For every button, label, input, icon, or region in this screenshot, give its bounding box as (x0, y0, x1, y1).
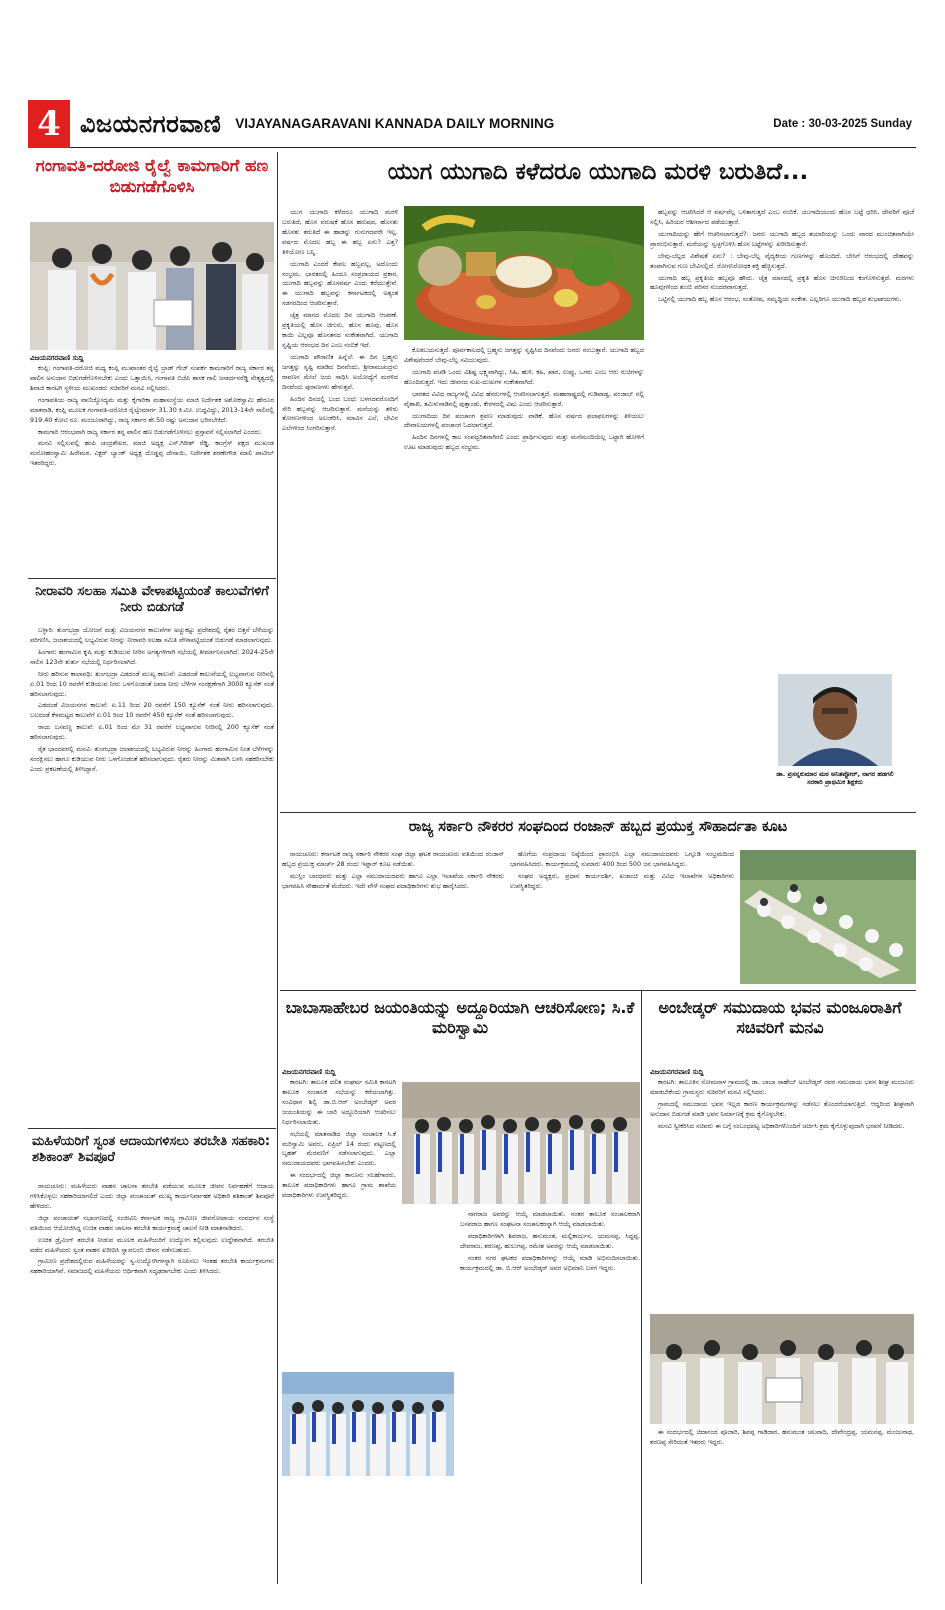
paragraph: ರಾಯ ಬಸವಣ್ಣ ಕಾಲುವೆ: ಏ.01 ರಿಂದ ಮೇ 31 ರವರೆಗೆ ಲಭ್ಯವಾಗುವ ನೀರಿನಲ್ಲಿ 200 ಕ್ಯೂಸೆಕ್ ನಂತೆ ಹರಿಸಲಾಗುವುದು. (30, 723, 274, 742)
paragraph: ನಂತರ ನಗರ ಘಟಕದ ಪದಾಧಿಕಾರಿಗಳನ್ನು ಆಯ್ಕೆ ಮಾಡಿ ಅಭಿನಂದಿಸಲಾಯಿತು. ಕಾರ್ಯಕ್ರಮದಲ್ಲಿ ಡಾ. ಬಿ.ಆರ್ ಅಂಬೇಡ್ಕರ್ ಅವರ ಅಭಿಮಾನಿ ಬಳಗ ಇದ್ದರು. (460, 1253, 640, 1272)
paragraph: ಯುಗಾದಿ ಹಬ್ಬ ಪ್ರಕೃತಿಯ ಹಬ್ಬವೂ ಹೌದು. ಚೈತ್ರ ಮಾಸದಲ್ಲಿ ಪ್ರಕೃತಿ ಹೊಸ ಚಿಗುರಿನಿಂದ ಕಂಗೊಳಿಸುತ್ತದೆ. ಮರಗಳು ಹೂವುಗಳಿಂದ ತುಂಬಿ ಪರಿಸರ ಸುಂದರವಾಗುತ್ತದೆ. (650, 273, 914, 292)
paragraph: ಚೈತ್ರ ಮಾಸದ ಮೊದಲ ದಿನ ಯುಗಾದಿ ಆಚರಣೆ. ಪ್ರಕೃತಿಯಲ್ಲಿ ಹೊಸ ಚಿಗುರು, ಹೊಸ ಹೂವು, ಹೊಸ ಕಾಯಿ ಎಲ್ಲವೂ ಹೊಸತನದ ಸಂಕೇತವಾಗಿದೆ. ಯುಗಾದಿ ಸೃಷ್ಟಿಯ ಆರಂಭದ ದಿನ ಎಂಬ ನಂಬಿಕೆ ಇದೆ. (282, 311, 398, 349)
babasaheb-second-photo (282, 1372, 454, 1476)
paragraph: ಯುಗಾದಿಯ ದಿನ ಪಂಚಾಂಗ ಶ್ರವಣ ಮಾಡುವುದು ವಾಡಿಕೆ. ಹೊಸ ವರ್ಷದ ಫಲಾಫಲಗಳನ್ನು ತಿಳಿಯಲು ದೇವಾಲಯಗಳಲ್ಲಿ ಪಂಚಾಂಗ ಓದಲಾಗುತ್ತದೆ. (404, 411, 644, 430)
babasaheb-body-right (460, 1210, 640, 1582)
column-divider (641, 990, 642, 1584)
ambedkar-bhavan-body (650, 1078, 914, 1310)
ugadi-body-left (282, 208, 398, 808)
section-divider (28, 1128, 276, 1129)
paragraph: ರೈತ ಭಾಂದವರಲ್ಲಿ ಮನವಿ: ತುಂಗಭದ್ರಾ ಜಲಾಶಯದಲ್ಲಿ ಲಭ್ಯವಿರುವ ನೀರನ್ನು ಹಿಂಗಾರು ಹಂಗಾಮಿನ ನಿಂತ ಬೆಳೆಗಳನ್ನು ಸಂರಕ್ಷಿಸಲು ಹಾಗೂ ಕುಡಿಯುವ ನೀರು ಒಳಗೊಂಡಂತೆ ಹರಿಸಲಾಗುವುದು. ರೈತರು ನೀರನ್ನು ಮಿತವಾಗಿ ಬಳಸಿ ಸಹಕರಿಸಬೇಕು ಎಂದು ಪ್ರಕಟಣೆಯಲ್ಲಿ ತಿಳಿಸಿದ್ದಾರೆ. (30, 745, 274, 773)
paragraph: ಗ್ರಾಮದಲ್ಲಿ ಸಮುದಾಯ ಭವನ ಇಲ್ಲದ ಕಾರಣ ಕಾರ್ಯಕ್ರಮಗಳನ್ನು ನಡೆಸಲು ತೊಂದರೆಯಾಗುತ್ತಿದೆ. ಆದ್ದರಿಂದ ಶೀಘ್ರವಾಗಿ ಅನುದಾನ ಬಿಡುಗಡೆ ಮಾಡಿ ಭವನ ನಿರ್ಮಾಣಕ್ಕೆ ಕ್ರಮ ಕೈಗೊಳ್ಳಬೇಕು. (650, 1099, 914, 1118)
paragraph: ಗಂಗಾವತಿಯ ರಾಜ್ಯ ವಾಣಿಜ್ಯೋದ್ಯಮ ಮತ್ತು ಕೈಗಾರಿಕಾ ಮಹಾಸಂಸ್ಥೆಯ ಮಾಜಿ ನಿರ್ದೇಶಕ ಅಶೋಕಸ್ವಾಮಿ ಹೇರೂರ ಮಾತನಾಡಿ, ಕಂಪ್ಲಿ ಮೂಲಕ ಗಂಗಾವತಿ-ದರೋಜಿ ರೈಲ್ವೇಮಾರ್ಗ 31.30 ಕಿ.ಮೀ. ಉದ್ದವಿದ್ದು, 2013-14ನೇ ಸಾಲಿನಲ್ಲಿ 919.40 ಕೋಟಿ ರೂ. ಮಂಜೂರಾಗಿದ್ದು, ರಾಜ್ಯ ಸರ್ಕಾರ ಶೇ.50 ರಷ್ಟು ಅನುದಾನ ಭರಿಸಬೇಕಿದೆ. (30, 395, 274, 424)
women-training-headline: ಮಹಿಳೆಯರಿಗೆ ಸ್ವಂತ ಆದಾಯಗಳಿಸಲು ತರಬೇತಿ ಸಹಕಾರಿ: ಶಶಿಕಾಂತ್ ಶಿವಪೂರೆ (32, 1134, 271, 1166)
ambedkar-bhavan-photo (650, 1314, 914, 1424)
group-handover-image (30, 222, 274, 350)
author-caption: ಡಾ. ಪ್ರಸನ್ನಕುಮಾರ ಮಠ ಅನಿತಪ್ಪೋರ್, ನಾಗರ ಹಡಗಲಿ ಸರಕಾರಿ ಪ್ರಾಥಮಿಕ ಶಿಕ್ಷಕರು (776, 770, 894, 787)
iftar-photo (740, 850, 916, 984)
paragraph: ಯುಗ ಯುಗಾದಿ ಕಳೆದರೂ ಯುಗಾದಿ ಮರಳಿ ಬರುತಿದೆ, ಹೊಸ ವರುಷಕೆ ಹೊಸ ಹರುಷವ, ಹೊಸತು ಹೊಸತು ತರುತಿದೆ ಈ ಹಾಡನ್ನು ಗುನುಗದವರೇ ಇಲ್ಲ. ವರ್ಷದ ಮೊದಲ ಹಬ್ಬ ಈ ಹಬ್ಬ ಏನು? ಎತ್ತ? ತಿಳಿಯೋಣ ಬನ್ನಿ. (282, 208, 398, 256)
ambedkar-bhavan-headline: ಅಂಬೇಡ್ಕರ್ ಸಮುದಾಯ ಭವನ ಮಂಜೂರಾತಿಗೆ ಸಚಿವರಿಗೆ ಮನವಿ (658, 998, 902, 1037)
paragraph: ಕಾರಟಗಿ: ತಾಲೂಕ ದಲಿತ ಸಂಘರ್ಷ ಸಮಿತಿ ಕಾರಟಗಿ ತಾಲೂಕ ಸಂಚಾಲಕ ಸಭೆಯನ್ನು ಕರೆಯಲಾಗಿತ್ತು. ಸಂವಿಧಾನ ಶಿಲ್ಪಿ ಡಾ.ಬಿ.ಆರ್ ಅಂಬೇಡ್ಕರ್ ಅವರ ಜಯಂತಿಯನ್ನು ಈ ಬಾರಿ ಅದ್ದೂರಿಯಾಗಿ ಆಚರಿಸಲು ನಿರ್ಧರಿಸಲಾಯಿತು. (282, 1078, 396, 1126)
paragraph: ಒಟ್ಟಿನಲ್ಲಿ ಯುಗಾದಿ ಹಬ್ಬ ಹೊಸ ಆರಂಭ, ಸಂತೋಷ, ಸಮೃದ್ಧಿಯ ಸಂಕೇತ. ಎಲ್ಲರಿಗೂ ಯುಗಾದಿ ಹಬ್ಬದ ಶುಭಾಶಯಗಳು. (658, 295, 902, 304)
paragraph: ಬೇವು-ಬೆಲ್ಲದ ವಿಶೇಷತೆ ಏನು? : ಬೇವು-ಬೆಲ್ಲ ವೈದ್ಯಕೀಯ ಗುಣಗಳನ್ನು ಹೊಂದಿದೆ. ಬೇಸಿಗೆ ಆರಂಭದಲ್ಲಿ ದೇಹವನ್ನು ತಂಪಾಗಿಸುವ ಗುಣ ಬೇವಿನಲ್ಲಿದೆ. ರೋಗನಿರೋಧಕ ಶಕ್ತಿ ಹೆಚ್ಚಿಸುತ್ತದೆ. (650, 251, 914, 270)
paragraph: ಬಳ್ಳಾರಿ: ತುಂಗಭದ್ರಾ ಯೋಜನೆ ಮತ್ತು ವಿಜಯನಗರ ಕಾಲುವೆಗಳ ಅಚ್ಚುಕಟ್ಟು ಪ್ರದೇಶದಲ್ಲಿ ರೈತರ ಬಿತ್ತನೆ ಬೆಳೆಯನ್ನು ಪರಿಗಣಿಸಿ, ಜಲಾಶಯದಲ್ಲಿ ಲಭ್ಯವಿರುವ ನೀರನ್ನು ನೀರಾವರಿ ಸಲಹಾ ಸಮಿತಿ ವೇಳಾಪಟ್ಟಿಯಂತೆ ಬಿಡುಗಡೆ ಮಾಡಲಾಗುವುದು. (30, 626, 274, 644)
paragraph: ಹಿಂದಿನ ದಿನಗಳಲ್ಲಿ ಕಾಲ ಸಂಪದ್ಭರಿತವಾಗಿರಲಿ ಎಂದು ಪ್ರಾರ್ಥಿಸುವುದು ಮತ್ತು ಮನೆಮಂದಿಯೆಲ್ಲ ಒಟ್ಟಾಗಿ ಹೋಳಿಗೆ ಊಟ ಮಾಡುವುದು ಹಬ್ಬದ ಸಂಭ್ರಮ. (404, 433, 644, 452)
newspaper-title-kannada: ವಿಜಯನಗರವಾಣಿ (80, 109, 222, 138)
paragraph: ಮನವಿ ಸ್ವೀಕರಿಸಿದ ಸಚಿವರು ಈ ಬಗ್ಗೆ ಸಂಬಂಧಪಟ್ಟ ಅಧಿಕಾರಿಗಳೊಂದಿಗೆ ಚರ್ಚಿಸಿ ಕ್ರಮ ಕೈಗೊಳ್ಳುವುದಾಗಿ ಭರವಸೆ ನೀಡಿದರು. (658, 1121, 905, 1130)
paragraph: ಸಭೆಯಲ್ಲಿ ಮಾತನಾಡಿದ ಜಿಲ್ಲಾ ಸಂಚಾಲಕ ಸಿ.ಕೆ ಮರಿಸ್ವಾಮಿ ಅವರು, ಏಪ್ರಿಲ್ 14 ರಂದು ಪಟ್ಟಣದಲ್ಲಿ ಬೃಹತ್ ಮೆರವಣಿಗೆ ನಡೆಸಲಾಗುವುದು. ಎಲ್ಲಾ ಸಮುದಾಯದವರು ಭಾಗವಹಿಸಬೇಕು ಎಂದರು. (282, 1129, 396, 1168)
paragraph: ಯುಗಾದಿ ಪೌರಾಣಿಕ ಹಿನ್ನೆಲೆ: ಈ ದಿನ ಬ್ರಹ್ಮನು ಜಗತ್ತನ್ನು ಸೃಷ್ಟಿ ಮಾಡಿದ ದಿನವೆಂದು, ಶ್ರೀರಾಮಚಂದ್ರನು ರಾವಣನ ಮೇಲೆ ಜಯ ಸಾಧಿಸಿ ಅಯೋಧ್ಯೆಗೆ ಮರಳಿದ ದಿನವೆಂದು ಪುರಾಣಗಳು ಹೇಳುತ್ತವೆ. (282, 352, 398, 391)
employees-headline: ರಾಜ್ಯ ಸರ್ಕಾರಿ ನೌಕರರ ಸಂಘದಿಂದ ರಂಜಾನ್ ಹಬ್ಬದ ಪ್ರಯುಕ್ತ ಸೌಹಾರ್ದತಾ ಕೂಟ (408, 819, 788, 835)
railway-body (30, 364, 274, 574)
canal-headline: ನೀರಾವರಿ ಸಲಹಾ ಸಮಿತಿ ವೇಳಾಪಟ್ಟಿಯಂತೆ ಕಾಲುವೆಗಳಿಗೆ ನೀರು ಬಿಡುಗಡೆ (35, 584, 269, 616)
canal-body (30, 626, 274, 1124)
paragraph: ಹೊಗೆಯ ಸಂಪ್ರದಾಯ ನಿಷ್ಠೆಯಿಂದ ಪ್ರಾರಂಭಿಸಿ ಎಲ್ಲಾ ಸಮುದಾಯದವರು ಒಗ್ಗೂಡಿ ಸಂಭ್ರಮದಿಂದ ಭಾಗವಹಿಸಿದರು. ಕಾರ್ಯಕ್ರಮದಲ್ಲಿ ಸುಮಾರು 400 ರಿಂದ 500 ಜನ ಭಾಗವಹಿಸಿದ್ದರು. (510, 850, 734, 868)
ugadi-body-right (650, 208, 914, 678)
railway-headline: ಗಂಗಾವತಿ-ದರೋಜಿ ರೈಲ್ವೆ ಕಾಮಗಾರಿಗೆ ಹಣ ಬಿಡುಗಡೆಗೊಳಿಸಿ (35, 156, 269, 196)
issue-date: Date : 30-03-2025 Sunday (773, 117, 912, 130)
section-divider (28, 578, 276, 579)
paragraph: ಹಿಂದಿನ ದಿನದಲ್ಲಿ ಬಂದ ಬಂಧು ಬಳಗದವರೊಂದಿಗೆ ಸೇರಿ ಹಬ್ಬವನ್ನು ಆಚರಿಸುತ್ತಾರೆ. ಮನೆಯನ್ನು ತಳಿರು ತೋರಣಗಳಿಂದ ಅಲಂಕರಿಸಿ, ಮಾವಿನ ಎಲೆ, ಬೇವಿನ ಎಲೆಗಳಿಂದ ಸಿಂಗರಿಸುತ್ತಾರೆ. (282, 394, 398, 433)
page-number: 4 (28, 100, 70, 148)
author-portrait (778, 674, 892, 766)
paragraph: ಈ ಸಂದರ್ಭದಲ್ಲಿ ಜಿಲ್ಲಾ ಕಾನೂನು ಸಲಹೆಗಾರರು, ತಾಲೂಕ ಪದಾಧಿಕಾರಿಗಳು ಹಾಗೂ ಗ್ರಾಮ ಶಾಖೆಯ ಪದಾಧಿಕಾರಿಗಳು ಉಪಸ್ಥಿತರಿದ್ದರು. (282, 1171, 396, 1200)
paragraph: ಮುಸ್ಲಿಂ ಬಾಂಧವರು ಮತ್ತು ಎಲ್ಲಾ ಸಮುದಾಯದವರು ಹಾಗೂ ಎಲ್ಲಾ ಇಲಾಖೆಯ ಸರ್ಕಾರಿ ನೌಕರರು ಭಾಗವಹಿಸಿ ಸೌಹಾರ್ದತೆ ಮೆರೆದರು. ಇದೇ ವೇಳೆ ಸಂಘದ ಪದಾಧಿಕಾರಿಗಳು ಶುಭ ಹಾರೈಸಿದರು. (282, 871, 504, 890)
paragraph: ಯುಗಾದಿಯನ್ನು ಹೇಗೆ ಆಚರಿಸಲಾಗುತ್ತದೆ?: ಜನರು ಯುಗಾದಿ ಹಬ್ಬದ ತಯಾರಿಯನ್ನು ಒಂದು ವಾರದ ಮುಂಚಿತವಾಗಿಯೇ ಪ್ರಾರಂಭಿಸುತ್ತಾರೆ. ಮನೆಯನ್ನು ಸ್ವಚ್ಛಗೊಳಿಸಿ ಹೊಸ ಬಟ್ಟೆಗಳನ್ನು ಖರೀದಿಸುತ್ತಾರೆ. (650, 229, 914, 248)
column-divider (277, 152, 278, 1584)
newspaper-title-english: VIJAYANAGARAVANI KANNADA DAILY MORNING (235, 116, 555, 131)
paragraph: ಗ್ರಾಮೀಣ ಪ್ರದೇಶದಲ್ಲಿರುವ ಮಹಿಳೆಯರನ್ನು ಸ್ವ-ಉದ್ಯೋಗಿಗಳನ್ನಾಗಿ ರೂಪಿಸಲು ಇಂತಹ ತರಬೇತಿ ಕಾರ್ಯಕ್ರಮಗಳು ಸಹಕಾರಿಯಾಗಿವೆ. ಸಮಾಜದಲ್ಲಿ ಮಹಿಳೆಯರು ಆರ್ಥಿಕವಾಗಿ ಸದೃಢರಾಗಬೇಕು ಎಂದು ತಿಳಿಸಿದರು. (30, 1257, 274, 1276)
meeting-group-image (282, 1372, 454, 1476)
paragraph: ಉಚಿತ ಡ್ರೈವಿಂಗ್ ತರಬೇತಿ ನೀಡುವ ಮೂಲಕ ಮಹಿಳೆಯರಿಗೆ ಉದ್ಯೋಗ ಕಲ್ಪಿಸುವುದು ಉದ್ದೇಶವಾಗಿದೆ. ತರಬೇತಿ ಪಡೆದ ಮಹಿಳೆಯರು ಸ್ವಂತ ವಾಹನ ಖರೀದಿಸಿ ಸ್ವಾವಲಂಬಿ ಜೀವನ ನಡೆಸಬಹುದು. (30, 1235, 274, 1254)
railway-byline: ವಿಜಯನಗರವಾಣಿ ಸುದ್ದಿ (30, 354, 84, 362)
paragraph: ಪದಾಧಿಕಾರಿಗಳಾಗಿ ಶಿವರಾಜ, ಹನುಮಂತ, ಮಲ್ಲಿಕಾರ್ಜುನ, ಯಮನಪ್ಪ, ಸಿದ್ದಪ್ಪ, ದೇವರಾಜ, ಶರಣಪ್ಪ, ಹುಲುಗಪ್ಪ, ರಮೇಶ ಅವರನ್ನು ಆಯ್ಕೆ ಮಾಡಲಾಯಿತು. (460, 1231, 640, 1250)
blue-stole-group-image (402, 1082, 640, 1204)
babasaheb-body-left (282, 1078, 396, 1368)
section-divider (280, 990, 916, 991)
author-portrait-image (778, 674, 892, 766)
paragraph: ಈ ಸಂದರ್ಭದಲ್ಲಿ ಚಿದಾನಂದ ಪೂಜಾರಿ, ಶಿವಪ್ಪ ಗಾಡಿದಾರ, ಹನುಮಂತ ಚಲವಾದಿ, ದೇವೇಂದ್ರಪ್ಪ, ಯಮನಪ್ಪ, ಮಂಜುನಾಥ, ಶರಣಪ್ಪ ಸೇರಿದಂತೆ ಇತರರು ಇದ್ದರು. (650, 1428, 914, 1446)
paragraph: ಕೊಡಬಯಸುತ್ತದೆ. ಪೂರ್ವಕಾಲದಲ್ಲಿ ಬ್ರಹ್ಮನು ಜಗತ್ತನ್ನು ಸೃಷ್ಟಿಸಿದ ದಿನವೆಂದು ಜನರು ನಂಬುತ್ತಾರೆ. ಯುಗಾದಿ ಹಬ್ಬದ ವಿಶೇಷವೆಂದರೆ ಬೇವು-ಬೆಲ್ಲ ಸವಿಯುವುದು. (404, 346, 644, 364)
paragraph: ಸಂಘದ ಅಧ್ಯಕ್ಷರು, ಪ್ರಧಾನ ಕಾರ್ಯದರ್ಶಿ, ಖಜಾಂಚಿ ಮತ್ತು ವಿವಿಧ ಇಲಾಖೆಗಳ ಅಧಿಕಾರಿಗಳು ಉಪಸ್ಥಿತರಿದ್ದರು. (510, 871, 734, 890)
women-training-body (30, 1182, 274, 1582)
railway-photo (30, 222, 274, 350)
paragraph: ಎಡದಂಡೆ ವಿಜಯನಗರ ಕಾಲುವೆ: ಏ.11 ರಿಂದ 20 ರವರೆಗೆ 150 ಕ್ಯೂಸೆಕ್ ನಂತೆ ನೀರು ಹರಿಸಲಾಗುವುದು. ಬಲದಂಡೆ ಕೆಳಮಟ್ಟದ ಕಾಲುವೆಗೆ ಏ.01 ರಿಂದ 10 ರವರೆಗೆ 450 ಕ್ಯೂಸೆಕ್ ನಂತೆ ಹರಿಸಲಾಗುವುದು. (30, 701, 274, 720)
paragraph: ನೀರು ಹರಿಸುವ ಕಾಲಾವಧಿ: ತುಂಗಭದ್ರಾ ಎಡದಂಡೆ ಮುಖ್ಯ ಕಾಲುವೆ: ಎಡದಂಡೆ ಕಾಲುವೆಯಲ್ಲಿ ಲಭ್ಯವಾಗುವ ನೀರಿನಲ್ಲಿ ಏ.01 ರಿಂದ 10 ರವರೆಗೆ ಕುಡಿಯುವ ನೀರು ಒಳಗೊಂಡಂತೆ ಜಮಾ ನೀರು ಬೆಳೆಗಳ ಸಂರಕ್ಷಣೆಗಾಗಿ 3000 ಕ್ಯೂಸೆಕ್ ನಂತೆ ಹರಿಸಲಾಗುವುದು. (30, 669, 274, 698)
paragraph: ಮನವಿ ಸಲ್ಲಿಸುವಲ್ಲಿ ಹಂಪಿ ಚಂದ್ರಶೇಖರ, ಮಾಜಿ ಅಧ್ಯಕ್ಷ ಎಸ್.ಗಿರೀಶ್ ರೆಡ್ಡಿ, ಕಾಂಗ್ರೆಸ್ ಪಕ್ಷದ ಮುಖಂಡ ಮನೋಹರಸ್ವಾಮಿ ಹಿರೇಮಠ, ವಿಕ್ಟರ್ ಬ್ಯಾಂಕ್ ಅಧ್ಯಕ್ಷ ದೊಡ್ಡಪ್ಪ ದೇಸಾಯಿ, ನಿರ್ದೇಶಕ ಶರಣೇಗೌಡ ಮಾಲಿ ಪಾಟೀಲ್ ಇತರರಿದ್ದರು. (30, 439, 274, 468)
paragraph: ಹಬ್ಬವನ್ನು ಆಚರಿಸಿದರೆ ಆ ವರ್ಷವೆಲ್ಲ ಒಳಿತಾಗುತ್ತದೆ ಎಂಬ ನಂಬಿಕೆ. ಯುಗಾದಿಯಂದು ಹೊಸ ಬಟ್ಟೆ ಧರಿಸಿ, ದೇವರಿಗೆ ಪೂಜೆ ಸಲ್ಲಿಸಿ, ಹಿರಿಯರ ಆಶೀರ್ವಾದ ಪಡೆಯುತ್ತಾರೆ. (650, 208, 914, 226)
paragraph: ಕಂಪ್ಲಿ: ಗಂಗಾವತಿ-ದರೋಜಿ ಮಧ್ಯ ಕಂಪ್ಲಿ ಮುಖಾಂತರ ರೈಲ್ವೆ ಬ್ರಾಡ್ ಗೇಜ್ ಸಂಪರ್ಕ ಕಾಮಗಾರಿಗೆ ರಾಜ್ಯ ಸರ್ಕಾರ ತನ್ನ ಪಾಲಿನ ಅನುದಾನ ಬಿಡುಗಡೆಗೊಳಿಸಬೇಕು ಎಂದು ಒತ್ತಾಯಿಸಿ, ಗಂಗಾವತಿ ಬಿಜೆಪಿ ಶಾಸಕ ಗಾಲಿ ಜನಾರ್ದನರೆಡ್ಡಿ ನೇತೃತ್ವದಲ್ಲಿ ಶಿವಾಜಿ ಕಾರಟಗಿ ಸ್ಥಳೀಯ ಮುಖಂಡರು ಸಚಿವರಿಗೆ ಮನವಿ ಸಲ್ಲಿಸಿದರು. (30, 364, 274, 392)
ugadi-headline: ಯುಗ ಯುಗಾದಿ ಕಳೆದರೂ ಯುಗಾದಿ ಮರಳಿ ಬರುತಿದೆ... (387, 159, 809, 185)
section-divider (280, 812, 916, 813)
ambedkar-bhavan-closing (650, 1428, 914, 1578)
paragraph: ನಾಗರಾಜ ಅವರನ್ನು ಆಯ್ಕೆ ಮಾಡಲಾಯಿತು. ನಂತರ ತಾಲೂಕ ಸಂಚಾಲಕರಾಗಿ ಬಸವರಾಜ ಹಾಗೂ ಸಂಘಟನಾ ಸಂಚಾಲಕರನ್ನಾಗಿ ಆಯ್ಕೆ ಮಾಡಲಾಯಿತು. (460, 1210, 640, 1228)
memorandum-submission-image (650, 1314, 914, 1424)
ugadi-offerings-image (404, 206, 644, 340)
ambedkar-bhavan-byline: ವಿಜಯನಗರವಾಣಿ ಸುದ್ದಿ (650, 1068, 704, 1076)
paragraph: ರಾಯಚೂರು: ಮಹಿಳೆಯರು ವಾಹನ ಚಾಲನಾ ತರಬೇತಿ ಪಡೆಯುವ ಮೂಲಕ ಜೀವನ ನಿರ್ವಹಣೆಗೆ ಆದಾಯ ಗಳಿಸಿಕೊಳ್ಳಲು ಸಹಕಾರಿಯಾಗಲಿದೆ ಎಂದು ಜಿಲ್ಲಾ ಪಂಚಾಯತ್ ಮುಖ್ಯ ಕಾರ್ಯನಿರ್ವಾಹಕ ಅಧಿಕಾರಿ ಶಶಿಕಾಂತ್ ಶಿವಪೂರೆ ಹೇಳಿದರು. (30, 1182, 274, 1210)
paragraph: ಯುಗಾದಿ ಪಚಡಿ ಒಂದು ವಿಶಿಷ್ಟ ಭಕ್ಷ್ಯವಾಗಿದ್ದು, ಸಿಹಿ, ಹುಳಿ, ಕಹಿ, ಖಾರ, ಉಪ್ಪು, ಒಗರು ಎಂಬ ಆರು ರುಚಿಗಳನ್ನು ಹೊಂದಿರುತ್ತದೆ. ಇದು ಜೀವನದ ಸುಖ-ದುಃಖಗಳ ಸಂಕೇತವಾಗಿದೆ. (404, 367, 644, 386)
employees-body-left (282, 850, 504, 986)
ugadi-body-mid (404, 346, 644, 808)
babasaheb-group-photo (402, 1082, 640, 1204)
paragraph: ರಾಯಚೂರು: ಕರ್ನಾಟಕ ರಾಜ್ಯ ಸರ್ಕಾರಿ ನೌಕರರ ಸಂಘ ಜಿಲ್ಲಾ ಘಟಕ ರಾಯಚೂರು ವತಿಯಿಂದ ರಂಜಾನ್ ಹಬ್ಬದ ಪ್ರಯುಕ್ತ ಮಾರ್ಚ್ 28 ರಂದು ಇಫ್ತಾರ್ ಕೂಟ ನಡೆಯಿತು. (282, 850, 504, 868)
ugadi-festival-photo (404, 206, 644, 340)
paragraph: ಕಾರಟಗಿ: ತಾಲೂಕಿನ ಸೋಮನಾಳ ಗ್ರಾಮದಲ್ಲಿ ಡಾ. ಬಾಬಾ ಸಾಹೇಬ್ ಅಂಬೇಡ್ಕರ್ ರವರ ಸಮುದಾಯ ಭವನ ಶೀಘ್ರ ಮಂಜೂರು ಮಾಡಬೇಕೆಂದು ಗ್ರಾಮಸ್ಥರು ಸಚಿವರಿಗೆ ಮನವಿ ಸಲ್ಲಿಸಿದರು. (650, 1078, 914, 1096)
babasaheb-headline: ಬಾಬಾಸಾಹೇಬರ ಜಯಂತಿಯನ್ನು ಅದ್ದೂರಿಯಾಗಿ ಆಚರಿಸೋಣ; ಸಿ.ಕೆ ಮರಿಸ್ವಾಮಿ (285, 998, 635, 1037)
masthead (28, 100, 916, 148)
iftar-gathering-image (740, 850, 916, 984)
paragraph: ಜಿಲ್ಲಾ ಪಂಚಾಯತ್ ಸಭಾಂಗಣದಲ್ಲಿ ಸಂಜೀವಿನಿ ಕರ್ನಾಟಕ ರಾಜ್ಯ ಗ್ರಾಮೀಣ ಜೀವನೋಪಾಯ ಸಂವರ್ಧನ ಸಂಸ್ಥೆ ವತಿಯಿಂದ ಆಯೋಜಿಸಿದ್ದ ಉಚಿತ ವಾಹನ ಚಾಲನಾ ತರಬೇತಿ ಕಾರ್ಯಕ್ರಮಕ್ಕೆ ಚಾಲನೆ ನೀಡಿ ಮಾತನಾಡಿದರು. (30, 1213, 274, 1232)
paragraph: ಭಾರತದ ವಿವಿಧ ರಾಜ್ಯಗಳಲ್ಲಿ ವಿವಿಧ ಹೆಸರುಗಳಲ್ಲಿ ಆಚರಿಸಲಾಗುತ್ತದೆ. ಮಹಾರಾಷ್ಟ್ರದಲ್ಲಿ ಗುಡಿಪಾಡ್ವ, ಪಂಜಾಬ್ ನಲ್ಲಿ ವೈಶಾಖಿ, ತಮಿಳುನಾಡಿನಲ್ಲಿ ಪುತ್ತಾಂಡು, ಕೇರಳದಲ್ಲಿ ವಿಷು ಎಂದು ಆಚರಿಸುತ್ತಾರೆ. (404, 389, 644, 408)
paragraph: ಯುಗಾದಿ ಎಂದರೆ ಕೇವಲ ಹಬ್ಬವಲ್ಲ, ಅದೊಂದು ಸಂಭ್ರಮ. ಭಾರತದಲ್ಲಿ ಹಿಂದೂ ಸಂಪ್ರದಾಯದ ಪ್ರಕಾರ, ಯುಗಾದಿ ಹಬ್ಬವನ್ನು ಹೊಸವರ್ಷ ಎಂದು ಕರೆಯುತ್ತೇವೆ. ಈ ಯುಗಾದಿ ಹಬ್ಬವನ್ನು ಕರ್ನಾಟಕದಲ್ಲಿ ಅತ್ಯಂತ ಸಡಗರದಿಂದ ಆಚರಿಸುತ್ತಾರೆ. (282, 259, 398, 308)
babasaheb-byline: ವಿಜಯನಗರವಾಣಿ ಸುದ್ದಿ (282, 1068, 336, 1076)
paragraph: ಕಾಮಗಾರಿ ಆರಂಭವಾಗಿ ರಾಜ್ಯ ಸರ್ಕಾರ ತನ್ನ ಪಾಲಿನ ಹಣ ಬಿಡುಗಡೆಗೊಳಿಸಲು ಪ್ರಸ್ತಾವನೆ ಸಲ್ಲಿಸಲಾಗಿದೆ ಎಂದರು. (38, 427, 262, 436)
employees-body-right (510, 850, 734, 986)
paragraph: ಹಿಂಗಾರು ಹಂಗಾಮಿನ ಕೃಷಿ ಮತ್ತು ಕುಡಿಯುವ ನೀರಿನ ಅಗತ್ಯಗಳಿಗಾಗಿ ಸಭೆಯಲ್ಲಿ ತೀರ್ಮಾನಿಸಲಾಗಿದೆ. 2024-25ನೇ ಸಾಲಿನ 123ನೇ ತುರ್ತು ಸಭೆಯಲ್ಲಿ ನಿರ್ಧರಿಸಲಾಗಿದೆ. (30, 647, 274, 666)
